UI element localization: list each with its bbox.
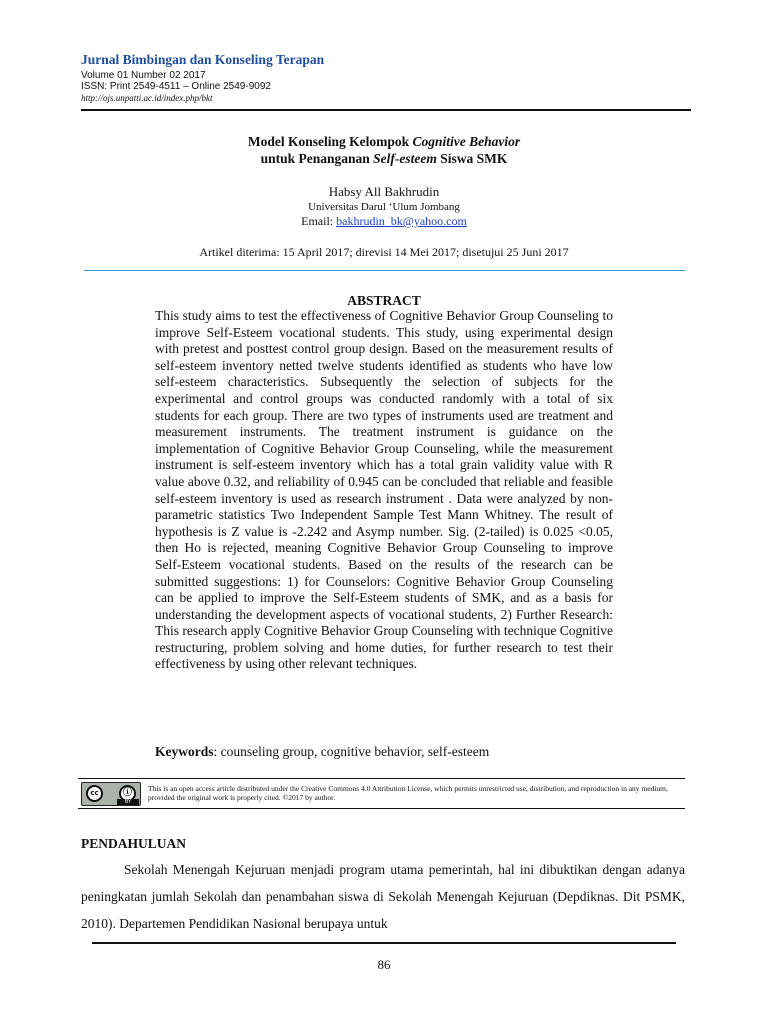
license-text: This is an open access article distributed under the Creative Commons 4.0 Attribution License, which permits unrestricted use, distribution, and reproduction in any medium, provided the original work is properly cited. ©2017 by author. — [148, 784, 668, 802]
footer-divider — [92, 942, 676, 944]
author-name: Habsy All Bakhrudin — [328, 184, 440, 199]
section-heading: PENDAHULUAN — [81, 836, 187, 851]
volume-line: Volume 01 Number 02 2017 — [81, 70, 206, 81]
title-line-2-italic: Self-esteem — [373, 151, 437, 166]
journal-name: Jurnal Bimbingan dan Konseling Terapan — [81, 52, 325, 67]
journal-url: http://ojs.unpatti.ac.id/index.php/bkt — [81, 93, 213, 103]
author-email-line — [0, 214, 768, 229]
title-line-1 — [0, 134, 768, 150]
by-label: BY — [117, 799, 139, 805]
abstract-heading: ABSTRACT — [347, 293, 421, 308]
title-line-2 — [0, 151, 768, 167]
person-icon: ⓘ — [119, 785, 136, 802]
body-paragraph: Sekolah Menengah Kejuruan menjadi program utama pemerintah, hal ini dibuktikan dengan adanya peningkatan jumlah Sekolah dan penambahan siswa di Sekolah Menengah Kejuruan (Depdiknas. Dit PSMK, 2010). Departemen Pendidikan Nasional berupaya untuk — [81, 862, 685, 931]
email-link[interactable]: bakhrudin_bk@yahoo.com — [336, 214, 467, 228]
title-line-2-normal-a: untuk Penanganan — [260, 151, 374, 166]
blue-divider — [84, 270, 685, 271]
author-affiliation: Universitas Darul ‘Ulum Jombang — [308, 201, 460, 213]
article-dates: Artikel diterima: 15 April 2017; direvisi 14 Mei 2017; disetujui 25 Juni 2017 — [199, 245, 569, 259]
title-line-2-normal-b: Siswa SMK — [436, 151, 508, 166]
keywords-text: : counseling group, cognitive behavior, self-esteem — [213, 744, 490, 759]
page-number: 86 — [377, 957, 391, 972]
abstract-text: This study aims to test the effectiveness of Cognitive Behavior Group Counseling to improve Self-Esteem vocational students. This study, using experimental design with pretest and posttest control group design. Based on the measurement results of self-esteem inventory netted twelve students identified as students who have low self-esteem characteristics. Subsequently the selection of subjects for the experimental and control groups was conducted randomly with a total of six students for each group. There are two types of instruments used are treatment and measurement instruments. The treatment instrument is guidance on the implementation of Cognitive Behavior Group Counseling, while the measurement instrument is self-esteem inventory which has a total grain validity value with R value above 0.32, and reliability of 0.945 can be concluded that reliable and feasible self-esteem inventory is used as research instrument . Data were analyzed by non-parametric statistics Two Independent Sample Test Mann Whitney. The result of hypothesis is Z value is -2.242 and Asymp number. Sig. (2-tailed) is 0.025 <0.05, then Ho is rejected, meaning Cognitive Behavior Group Counseling to improve Self-Esteem vocational students. Based on the results of the research can be submitted suggestions: 1) for Counselors: Cognitive Behavior Group Counseling can be applied to improve the Self-Esteem students of SMK, and as a basis for understanding the development aspects of vocational students, 2) Further Research: This research apply Cognitive Behavior Group Counseling with technique Cognitive restructuring, problem solving and home duties, for further research to test their effectiveness by using other relevant techniques. — [155, 308, 613, 672]
title-line-1-normal: Model Konseling Kelompok — [247, 134, 413, 149]
title-line-1-italic: Cognitive Behavior — [412, 134, 521, 149]
body-text — [81, 856, 685, 937]
header-divider — [81, 109, 691, 111]
license-box — [78, 778, 685, 809]
cc-by-badge-icon[interactable] — [81, 782, 141, 806]
email-label: Email: — [301, 214, 337, 228]
cc-icon: cc — [86, 785, 103, 802]
issn-line: ISSN: Print 2549-4511 – Online 2549-9092 — [81, 81, 271, 92]
keywords-line — [155, 744, 489, 760]
keywords-label: Keywords — [155, 744, 214, 759]
